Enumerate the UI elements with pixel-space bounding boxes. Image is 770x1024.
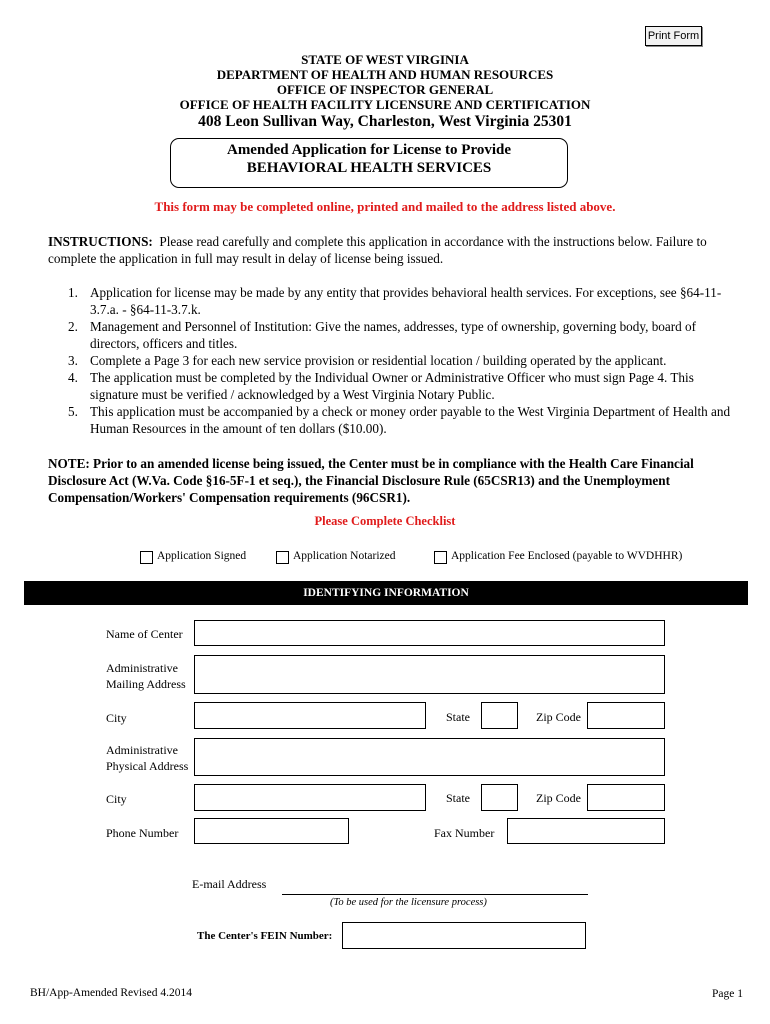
form-subtitle: BEHAVIORAL HEALTH SERVICES [246,160,492,176]
name-of-center-input[interactable] [194,620,665,646]
instructions-label: INSTRUCTIONS: [48,234,153,249]
instructions-list [48,284,738,437]
physical-zip-label: Zip Code [536,791,581,805]
physical-state-label: State [446,791,470,805]
application-fee-checkbox[interactable] [434,551,447,564]
fax-number-input[interactable] [507,818,665,844]
form-title-box [170,138,568,188]
email-usage-note: (To be used for the licensure process) [330,897,487,908]
email-input[interactable] [282,878,588,895]
name-of-center-label: Name of Center [106,627,183,641]
instructions-paragraph [48,233,738,267]
physical-city-label: City [106,792,127,806]
form-title: Amended Application for License to Provide [226,142,512,158]
header-address: 408 Leon Sullivan Way, Charleston, West Virginia 25301 [198,113,572,130]
identifying-information-header: IDENTIFYING INFORMATION [24,581,748,605]
mailing-address-label: Administrative Mailing Address [106,661,186,691]
phone-number-input[interactable] [194,818,349,844]
mailing-zip-label: Zip Code [536,710,581,724]
email-label: E-mail Address [192,877,267,891]
form-revision: BH/App-Amended Revised 4.2014 [30,987,192,999]
compliance-note: NOTE: Prior to an amended license being issued, the Center must be in compliance with the Health Care Financial Disclosure Act (W.Va. Code §16-5F-1 et seq.), the Financial Disclosure Rule (65CSR13) and the Unemployment Compensation/Workers' Compensation requirements (96CSR1). [48,456,694,505]
physical-zip-input[interactable] [587,784,665,811]
physical-address-input[interactable] [194,738,665,776]
application-signed-checkbox[interactable] [140,551,153,564]
checklist-title: Please Complete Checklist [314,514,456,528]
list-item: 2. Management and Personnel of Institution: Give the names, addresses, type of ownership, governing body, board of directors, officers and titles. [68,319,696,351]
application-notarized-checkbox[interactable] [276,551,289,564]
page-number: Page 1 [712,988,743,1000]
header-state: STATE OF WEST VIRGINIA [301,52,469,67]
mailing-city-label: City [106,711,127,725]
header-department: DEPARTMENT OF HEALTH AND HUMAN RESOURCES [216,67,554,82]
mailing-address-input[interactable] [194,655,665,694]
list-item: 4. The application must be completed by the Individual Owner or Administrative Officer who must sign Page 4. This signature must be verified / acknowledged by a West Virginia Notary Public. [68,370,694,402]
fein-input[interactable] [342,922,586,949]
phone-number-label: Phone Number [106,826,179,840]
application-fee-label: Application Fee Enclosed (payable to WVDHHR) [451,550,683,562]
header-office: OFFICE OF INSPECTOR GENERAL [276,82,494,97]
mailing-zip-input[interactable] [587,702,665,729]
fein-label: The Center's FEIN Number: [197,930,333,942]
fax-number-label: Fax Number [434,826,495,840]
physical-city-input[interactable] [194,784,426,811]
physical-state-input[interactable] [481,784,518,811]
mailing-city-input[interactable] [194,702,426,729]
application-notarized-label: Application Notarized [293,550,396,562]
print-form-button[interactable]: Print Form [645,26,702,46]
physical-address-label: Administrative Physical Address [106,743,189,773]
application-signed-label: Application Signed [157,550,247,562]
list-item: 3. Complete a Page 3 for each new service provision or residential location / building operated by the applicant. [68,353,667,368]
header-licensure-office: OFFICE OF HEALTH FACILITY LICENSURE AND CERTIFICATION [179,97,591,112]
list-item: 5. This application must be accompanied by a check or money order payable to the West Virginia Department of Health and Human Resources in the amount of ten dollars ($10.00). [68,404,731,436]
mailing-state-input[interactable] [481,702,518,729]
online-notice: This form may be completed online, printed and mailed to the address listed above. [154,199,616,214]
instructions-text: Please read carefully and complete this application in accordance with the instructions below. Failure to complete the application in full may result in delay of license being issued. [48,234,707,266]
mailing-state-label: State [446,710,470,724]
list-item: 1. Application for license may be made by any entity that provides behavioral health services. For exceptions, see §64-11-3.7.a. - §64-11-3.7.k. [68,285,722,317]
